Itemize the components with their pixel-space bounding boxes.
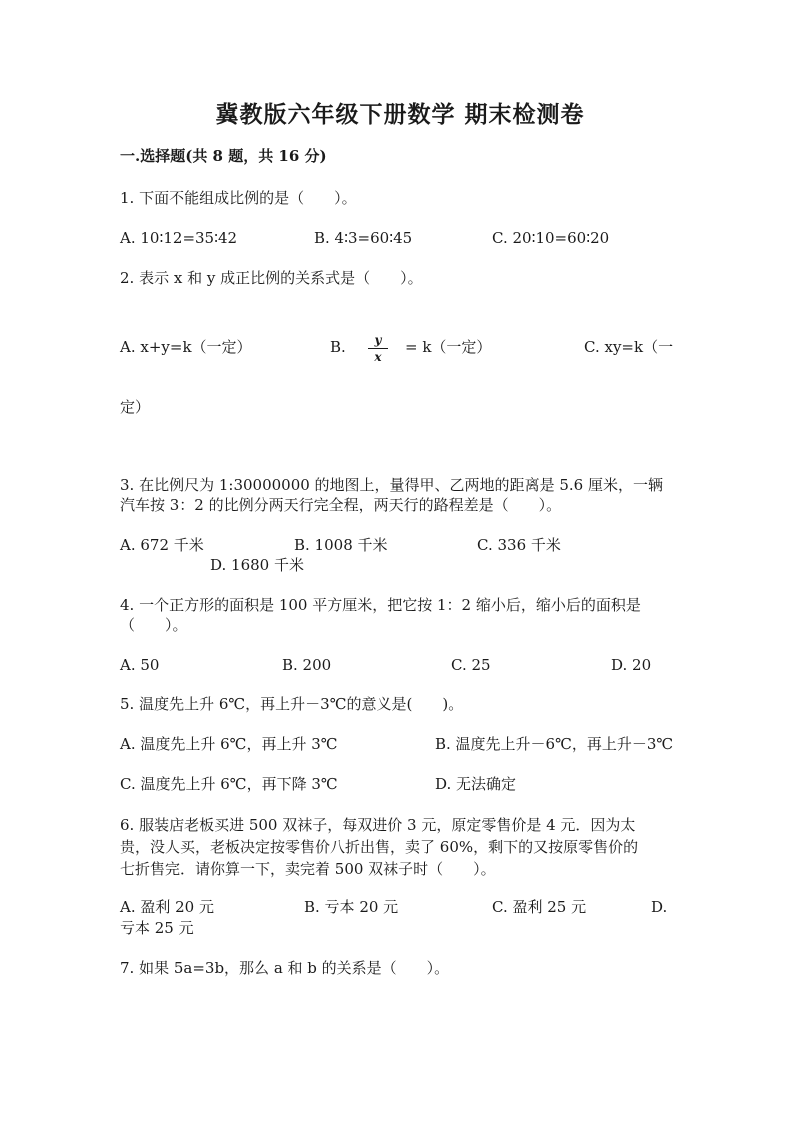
question-6-option-c: C. 盈利 25 元 xyxy=(492,898,587,916)
question-3-stem-line-1: 3. 在比例尺为 1:30000000 的地图上，量得甲、乙两地的距离是 5.6 厘米，一辆 xyxy=(120,476,663,494)
question-6-option-d-text: 亏本 25 元 xyxy=(120,919,194,937)
question-7-stem: 7. 如果 5a=3b，那么 a 和 b 的关系是（ ）。 xyxy=(120,959,450,977)
question-1-option-a: A. 10∶12=35∶42 xyxy=(120,229,238,247)
question-6-option-a: A. 盈利 20 元 xyxy=(120,898,214,916)
question-2-option-c-continued: 定） xyxy=(120,398,151,416)
question-6-stem-line-2: 贵，没人买，老板决定按零售价八折出售，卖了 60%，剩下的又按原零售价的 xyxy=(120,838,639,856)
question-4-stem-line-2: （ ）。 xyxy=(120,616,188,634)
question-2-option-a: A. x+y=k（一定） xyxy=(120,338,252,356)
question-3-option-a: A. 672 千米 xyxy=(120,536,204,554)
question-2-option-c: C. xy=k（一 xyxy=(584,338,674,356)
question-6-option-b: B. 亏本 20 元 xyxy=(304,898,399,916)
question-4-option-d: D. 20 xyxy=(611,656,652,674)
question-5-option-b: B. 温度先上升－6℃，再上升－3℃ xyxy=(435,735,674,753)
question-6-stem-line-3: 七折售完．请你算一下，卖完着 500 双袜子时（ ）。 xyxy=(120,860,496,878)
question-3-option-b: B. 1008 千米 xyxy=(294,536,388,554)
fraction-numerator: y xyxy=(374,333,382,347)
question-3-option-c: C. 336 千米 xyxy=(477,536,561,554)
question-5-option-c: C. 温度先上升 6℃，再下降 3℃ xyxy=(120,775,338,793)
question-5-option-d: D. 无法确定 xyxy=(435,775,517,793)
section-heading: 一.选择题(共 8 题，共 16 分) xyxy=(120,147,327,165)
question-3-stem-line-2: 汽车按 3：2 的比例分两天行完全程，两天行的路程差是（ ）。 xyxy=(120,496,562,514)
question-4-option-c: C. 25 xyxy=(451,656,491,674)
question-2-option-b-text: = k（一定） xyxy=(405,338,492,356)
question-2-stem: 2. 表示 x 和 y 成正比例的关系式是（ ）。 xyxy=(120,269,423,287)
question-6-stem-line-1: 6. 服装店老板买进 500 双袜子，每双进价 3 元，原定零售价是 4 元．因为太 xyxy=(120,816,636,834)
question-4-option-a: A. 50 xyxy=(120,656,160,674)
page-title: 冀教版六年级下册数学 期末检测卷 xyxy=(215,101,585,128)
question-5-stem: 5. 温度先上升 6℃，再上升－3℃的意义是( )。 xyxy=(120,695,464,713)
fraction-denominator: x xyxy=(368,348,388,364)
question-1-option-c: C. 20∶10=60∶20 xyxy=(492,229,610,247)
question-3-option-d: D. 1680 千米 xyxy=(210,556,304,574)
question-4-stem-line-1: 4. 一个正方形的面积是 100 平方厘米，把它按 1：2 缩小后，缩小后的面积是 xyxy=(120,596,641,614)
question-2-option-b-label: B. xyxy=(330,338,346,356)
question-4-option-b: B. 200 xyxy=(282,656,332,674)
question-6-option-d-label: D. xyxy=(651,898,668,916)
question-5-option-a: A. 温度先上升 6℃，再上升 3℃ xyxy=(120,735,338,753)
fraction-y-over-x xyxy=(368,333,388,364)
question-1-option-b: B. 4∶3=60∶45 xyxy=(314,229,413,247)
question-1-stem: 1. 下面不能组成比例的是（ ）。 xyxy=(120,189,357,207)
